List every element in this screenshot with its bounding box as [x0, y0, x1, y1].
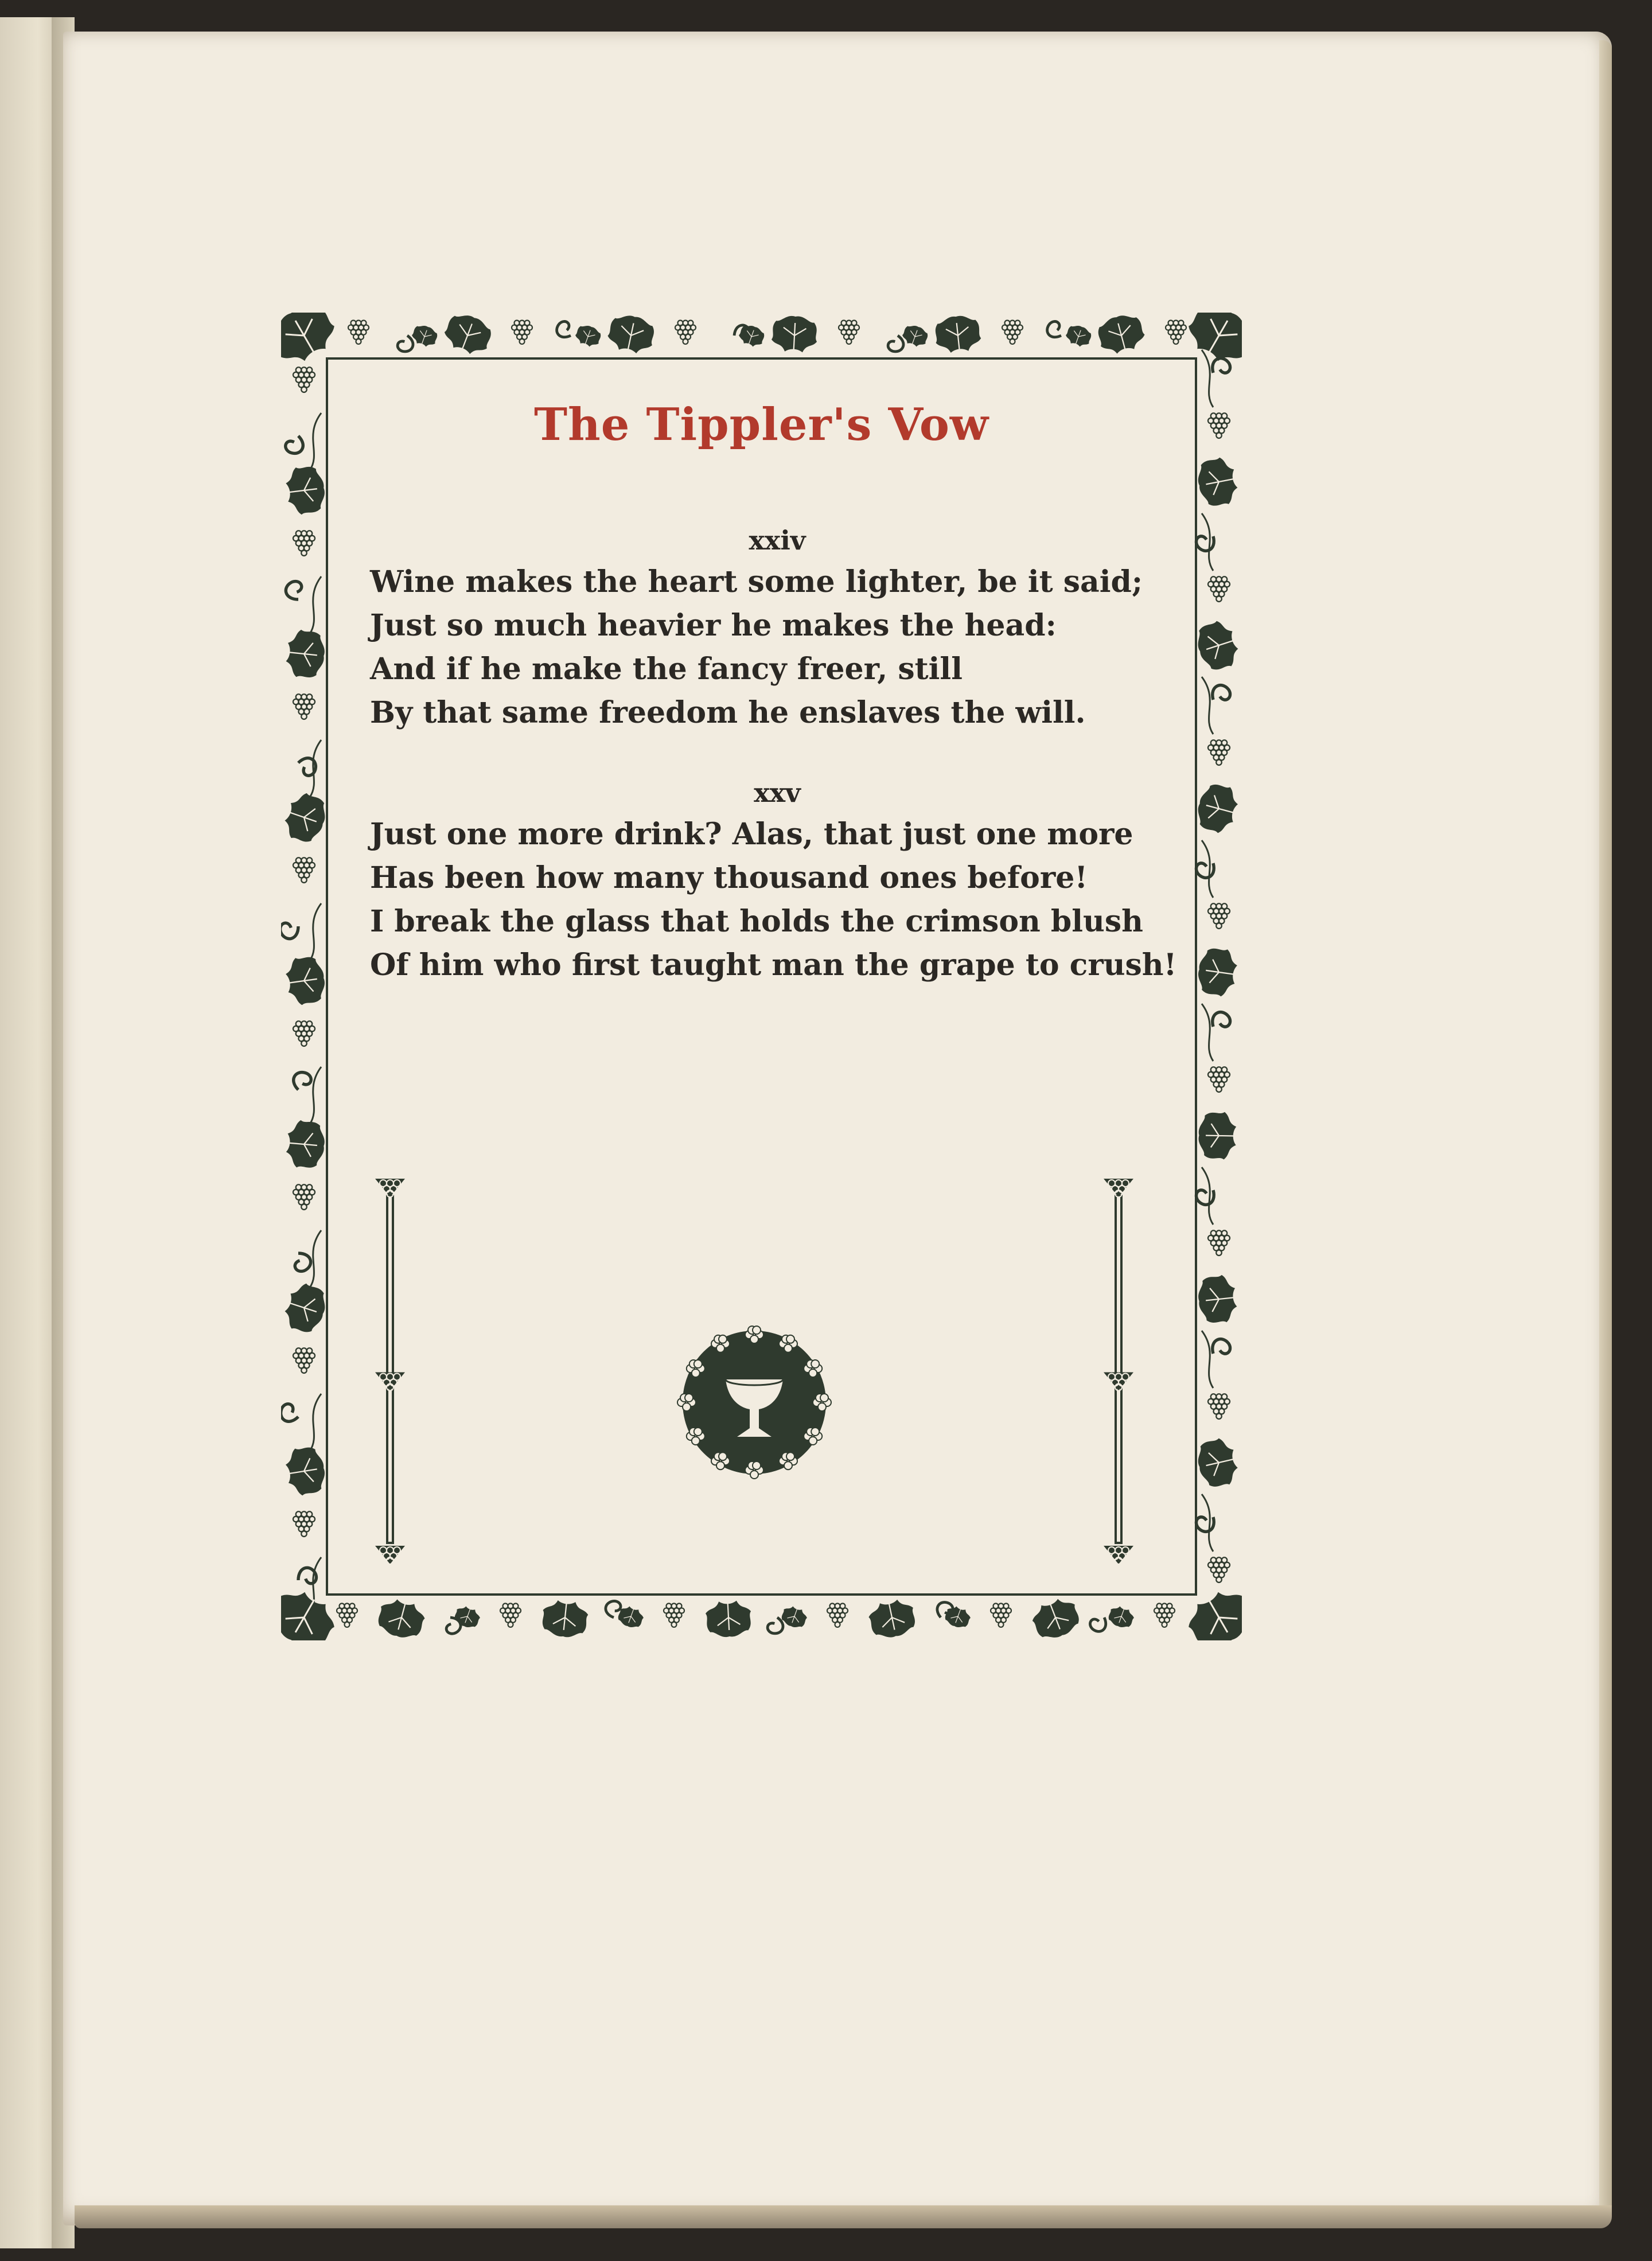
staff-middle-grapes — [375, 1373, 405, 1391]
staff-top-grapes — [1104, 1179, 1133, 1197]
grape-leaf — [284, 954, 328, 1007]
staff-bottom-grapes — [375, 1546, 405, 1564]
grape-leaf — [1194, 1436, 1241, 1490]
grape-leaf — [284, 465, 327, 516]
grape-leaf — [375, 1596, 428, 1640]
grape-cluster — [500, 1604, 521, 1627]
vine-stem — [1202, 1004, 1213, 1061]
grape-leaf — [1063, 322, 1093, 349]
vine-tendril — [294, 1073, 311, 1090]
grape-leaf — [1194, 455, 1240, 509]
vine-tendril — [887, 335, 905, 353]
grape-leaf — [705, 1600, 752, 1638]
verse-line: Of him who first taught man the grape to crush! — [370, 948, 1177, 983]
verse-line: Has been how many thousand ones before! — [370, 860, 1088, 895]
grape-staff-left — [375, 1179, 405, 1564]
grape-cluster — [293, 531, 315, 556]
vine-stem — [1202, 1494, 1213, 1551]
vine-stem — [310, 1067, 321, 1124]
grape-cluster — [1208, 576, 1230, 602]
grape-leaf — [1181, 313, 1242, 371]
verse-line: I break the glass that holds the crimson blush — [370, 904, 1143, 939]
vine-tendril — [283, 578, 307, 603]
grape-leaf — [605, 313, 657, 356]
grape-cluster — [348, 321, 369, 344]
grape-leaf — [1106, 1604, 1136, 1631]
vine-tendril — [1209, 683, 1233, 707]
grape-leaf — [1181, 1582, 1242, 1640]
vine-tendril — [555, 319, 575, 340]
grape-cluster — [293, 1021, 315, 1046]
grape-leaf — [1028, 1594, 1084, 1640]
vine-tendril — [396, 335, 414, 353]
vine-stem — [310, 1394, 321, 1451]
grape-cluster — [293, 857, 315, 883]
grape-leaf — [1195, 946, 1239, 998]
staff-rod — [387, 1196, 393, 1543]
vine-stem — [1202, 1331, 1213, 1388]
grape-cluster — [293, 1184, 315, 1210]
verse-line: Just so much heavier he makes the head: — [370, 608, 1057, 643]
grape-cluster — [293, 367, 315, 392]
vine-stem — [310, 903, 321, 961]
vine-stem — [1202, 1167, 1213, 1225]
vine-tendril — [766, 1617, 784, 1635]
grape-leaf — [283, 1445, 328, 1498]
staff-bottom-grapes — [1104, 1546, 1133, 1564]
grape-leaf — [452, 1604, 482, 1631]
grape-leaf — [1197, 1274, 1239, 1325]
vine-tendril — [281, 1404, 298, 1422]
grape-cluster — [293, 1511, 315, 1537]
grape-cluster — [1208, 740, 1230, 765]
grape-cluster — [293, 1348, 315, 1373]
stanza-number: xxv — [754, 777, 801, 808]
vine-stem — [1202, 840, 1213, 898]
grape-leaf — [1193, 617, 1242, 674]
verse-line: Just one more drink? Alas, that just one more — [370, 817, 1133, 852]
grape-leaf — [866, 1597, 918, 1640]
grape-leaf — [281, 1280, 330, 1336]
grape-cluster — [1208, 1230, 1230, 1256]
grape-leaf — [281, 313, 342, 371]
poem-title: The Tippler's Vow — [533, 399, 989, 451]
staff-top-grapes — [375, 1179, 405, 1197]
grape-cluster — [675, 321, 696, 344]
vine-tendril — [1045, 319, 1065, 340]
grape-cluster — [991, 1604, 1011, 1627]
grape-leaf — [441, 313, 496, 359]
grape-leaf — [1193, 781, 1241, 836]
poem-frame — [281, 313, 1242, 1640]
stanza-xxv — [370, 777, 1185, 987]
vine-tendril — [1209, 1336, 1233, 1361]
vine-stem — [1202, 513, 1213, 571]
grape-cluster — [839, 321, 859, 344]
staff-middle-grapes — [1104, 1373, 1133, 1391]
vine-tendril — [281, 917, 302, 942]
grape-leaf — [1094, 313, 1148, 357]
grape-cluster — [1166, 321, 1186, 344]
grape-leaf — [285, 1119, 326, 1170]
vine-tendril — [289, 1250, 314, 1274]
grape-leaf — [281, 789, 331, 847]
page-fore-edge — [1599, 40, 1612, 2220]
grape-leaf — [771, 315, 818, 353]
grape-cluster — [1002, 321, 1023, 344]
stanza-xxiv — [370, 525, 1185, 735]
page-bottom-edge — [75, 2205, 1612, 2228]
grape-leaf — [573, 322, 603, 349]
grape-staff-right — [1104, 1179, 1133, 1564]
grape-cluster — [293, 694, 315, 719]
vine-stem — [1202, 677, 1213, 734]
grape-leaf — [933, 314, 982, 354]
staff-rod — [1116, 1196, 1121, 1543]
grape-cluster — [827, 1604, 848, 1627]
vine-tendril — [1088, 1613, 1108, 1634]
grape-cluster — [1208, 1067, 1230, 1092]
grape-cluster — [1208, 1394, 1230, 1419]
wreath-grapes — [745, 1461, 763, 1479]
grape-leaf — [281, 1582, 342, 1640]
grape-leaf — [942, 1604, 972, 1631]
grape-leaf — [1198, 1112, 1237, 1160]
verse-line: Wine makes the heart some lighter, be it said; — [370, 564, 1143, 599]
grape-cluster — [1154, 1604, 1175, 1627]
grape-cluster — [512, 321, 532, 344]
verse-line: And if he make the fancy freer, still — [370, 652, 963, 687]
grape-cluster — [664, 1604, 684, 1627]
stanza-number: xxiv — [749, 525, 806, 556]
grape-leaf — [540, 1599, 589, 1639]
vine-stem — [310, 576, 321, 634]
verse-line: By that same freedom he enslaves the will. — [370, 695, 1086, 730]
grape-leaf — [285, 629, 327, 680]
wine-cup-wreath-emblem — [677, 1326, 831, 1479]
grape-cluster — [337, 1604, 357, 1627]
grape-cluster — [1208, 1557, 1230, 1582]
grape-cluster — [1208, 903, 1230, 929]
vine-tendril — [1209, 1009, 1233, 1034]
